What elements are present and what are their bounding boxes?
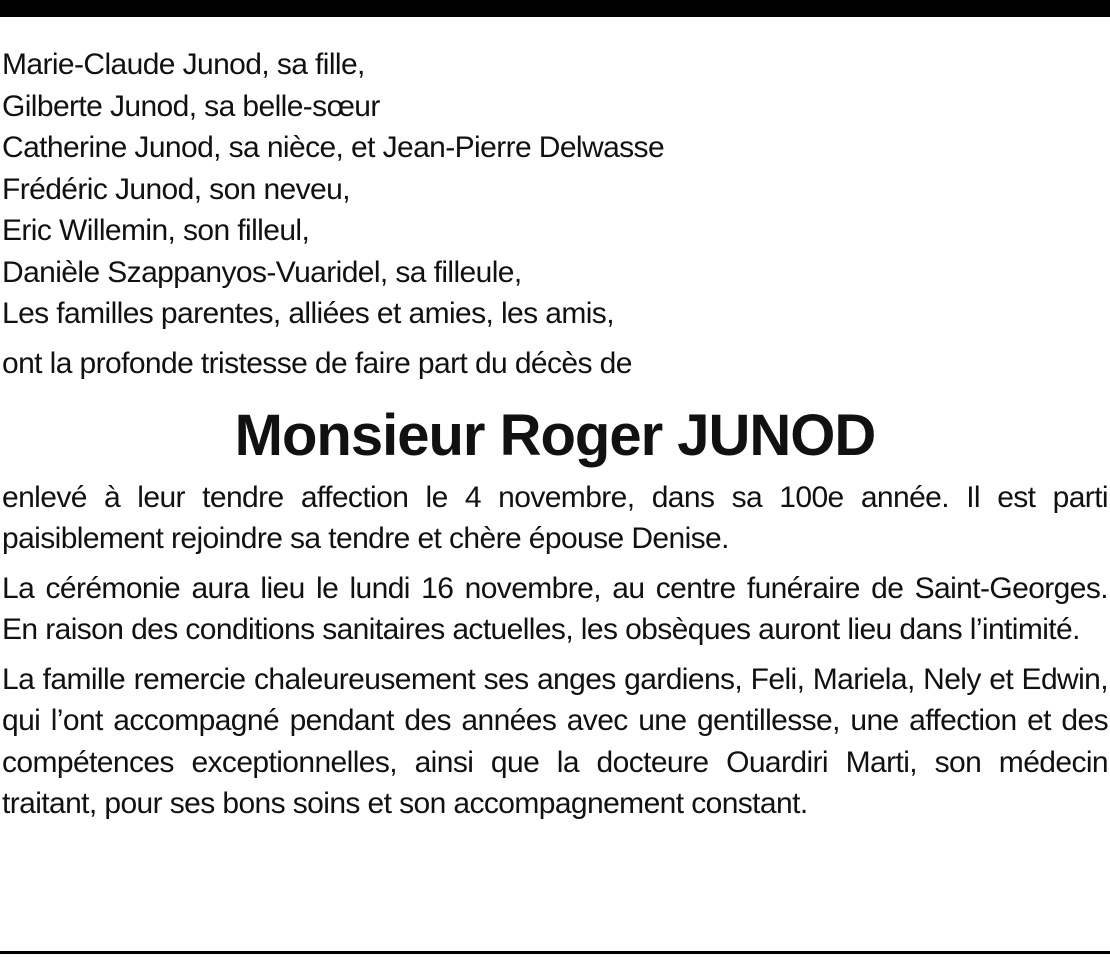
family-member-line: Frédéric Junod, son neveu, xyxy=(2,172,350,206)
family-member-line: Eric Willemin, son filleul, xyxy=(2,214,310,247)
family-member-line: Gilberte Junod, sa belle-sœur xyxy=(2,89,380,123)
family-member-line: Les familles parentes, alliées et amies, les amis, xyxy=(2,297,614,330)
deceased-name: Monsieur Roger JUNOD xyxy=(234,402,876,468)
top-rule xyxy=(0,0,1110,17)
obituary-notice xyxy=(2,44,1108,833)
thanks-paragraph: La famille remercie chaleureusement ses anges gardiens, Feli, Mariela, Nely et Edwin, qui l’ont accompagné pendant des années avec une gentillesse, une affection et des compétences exceptionnelles, ainsi que la docteure Ouardiri Marti, son médecin traitant, pour ses bons soins et son accompagnement constant. xyxy=(2,662,1108,820)
ceremony-paragraph: La cérémonie aura lieu le lundi 16 novembre, au centre funéraire de Saint-Georges. En raison des conditions sanitaires actuelles, les obsèques auront lieu dans l’intimité. xyxy=(2,571,1108,646)
family-member-line: Danièle Szappanyos-Vuaridel, sa filleule, xyxy=(2,255,522,289)
family-member-line: Catherine Junod, sa nièce, et Jean-Pierre Delwasse xyxy=(2,131,665,164)
family-member-line: Marie-Claude Junod, sa fille, xyxy=(2,48,365,81)
family-members-list xyxy=(2,44,1108,335)
announcement-intro: ont la profonde tristesse de faire part du décès de xyxy=(2,346,632,380)
bottom-rule xyxy=(0,951,1110,954)
passing-paragraph: enlevé à leur tendre affection le 4 novembre, dans sa 100e année. Il est parti paisiblement rejoindre sa tendre et chère épouse Denise. xyxy=(2,480,1108,555)
